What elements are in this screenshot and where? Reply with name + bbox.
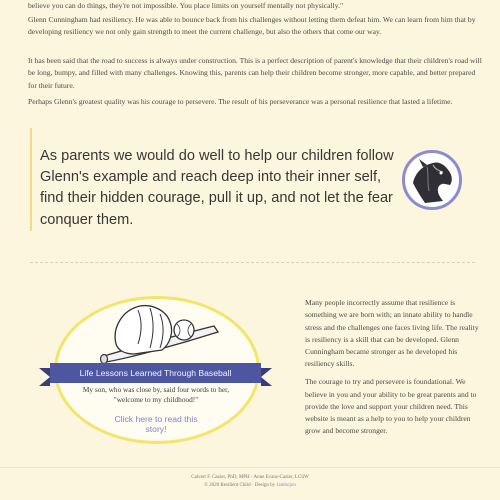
article-paragraph: Glenn Cunningham had resiliency. He was able to bounce back from his challenges without letting them defeat him. We can learn from him that by developing resiliency we not only gain strength to meet the current challenge, but also the others that come our way. [28, 15, 476, 37]
baseball-glove-bat-icon [94, 300, 224, 368]
footer-credits: Calvert F. Cazier, PhD, MPH · Anne Evans-Cazier, LCSW [191, 475, 309, 480]
footer-copyright [0, 482, 500, 490]
column-paragraph: The courage to try and persevere is foundational. We believe in you and your ability to be great parents and to provide the love and support your children need. This website is meant as a help to you to help your children grow and become stronger. [305, 377, 477, 436]
section-divider [30, 262, 475, 263]
article-paragraph: Perhaps Glenn's greatest quality was his courage to persevere. The result of his perseverance was a personal resilience that lasted a lifetime. [28, 97, 453, 106]
pull-quote-text: As parents we would do well to help our children follow Glenn's example and reach deep into their inner self, find their hidden courage, pull it up, and not let the fear conquer them. [40, 148, 394, 228]
footer-copyright-text: © 2020 Resilient Child · Design by [204, 483, 276, 488]
horse-head-icon [402, 150, 462, 210]
card-caption: My son, who was close by, said four words to her, "welcome to my childhood!" [82, 385, 230, 404]
article-paragraph: believe you can do things, they're not impossible. You place limits on yourself mentally not physically." [28, 1, 344, 10]
ribbon-tail-left [39, 368, 50, 386]
designer-link[interactable]: Jambojon [276, 483, 296, 488]
footer-divider [0, 467, 500, 468]
story-card[interactable] [36, 296, 276, 446]
article-paragraph: It has been said that the road to success is always under construction. This is a perfect description of parent's knowledge that their children's road will be long, bumpy, and filled with many challenges. Knowing this, parents can help their children become stronger, more capable, and better prepared for their future. [28, 56, 482, 90]
ribbon-tail-right [261, 368, 272, 386]
card-ribbon-title: Life Lessons Learned Through Baseball [50, 363, 261, 383]
pull-quote [30, 128, 477, 231]
column-paragraph: Many people incorrectly assume that resilience is something we are born with; an innate ability to handle stress and the challenges one faces living life. The reality is resiliency is a skill that can be developed. Glenn Cunningham became stronger as he developed his resiliency skills. [305, 298, 479, 369]
read-story-link[interactable]: Click here to read this story! [114, 414, 198, 434]
resilience-column [305, 297, 483, 443]
